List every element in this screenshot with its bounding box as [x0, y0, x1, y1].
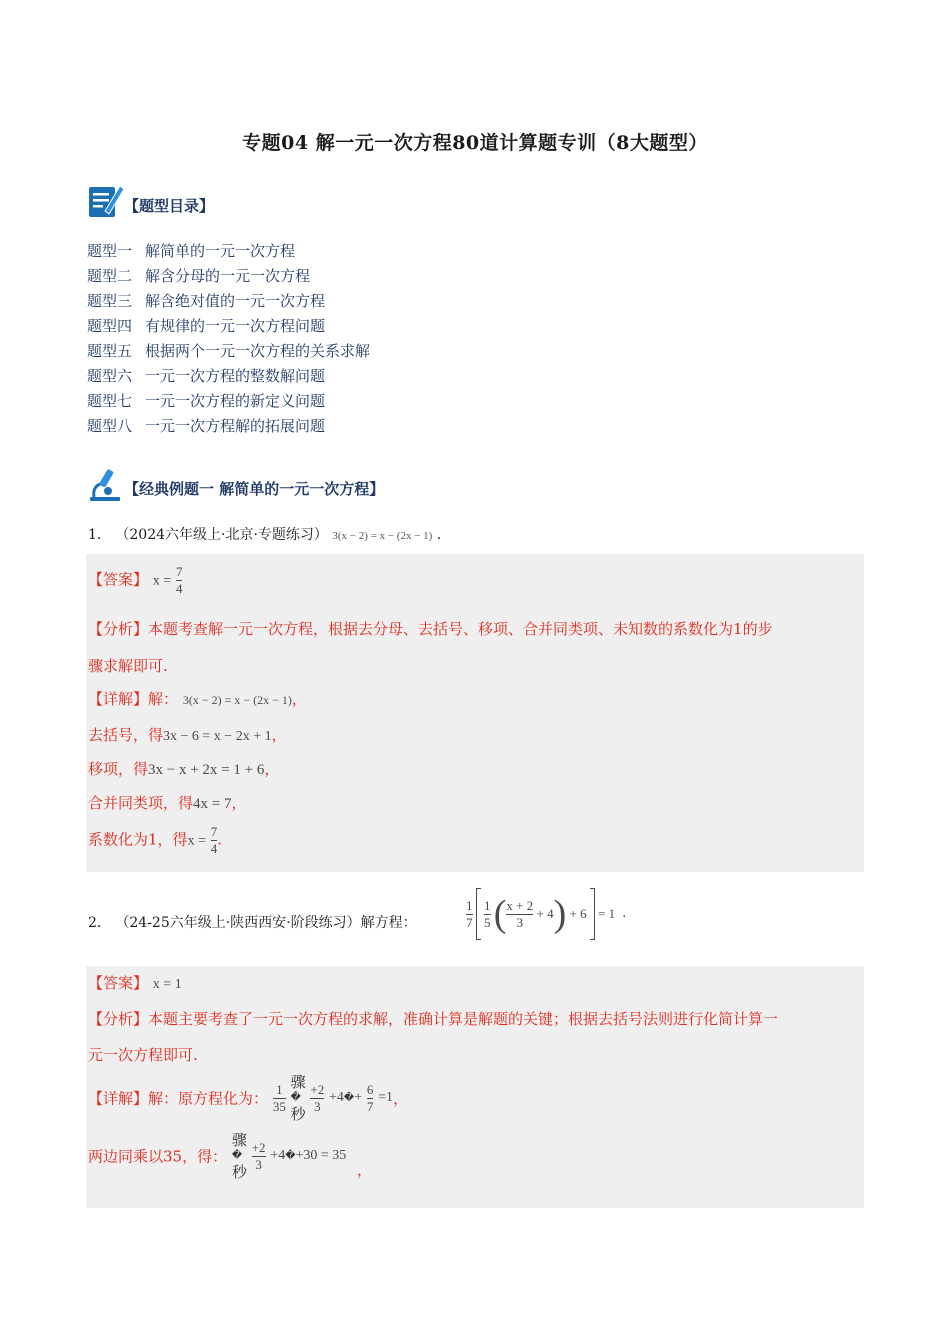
punct: ，	[264, 760, 280, 778]
question-number: 2．	[88, 915, 111, 931]
detail-label: 【详解】	[88, 1089, 149, 1108]
toc-item-num: 题型七	[87, 392, 133, 410]
question-2-equation: $\frac{1}{7}$ $\frac{1}{5}$ ( $\frac{x + 2}{3}$ + 4) + 6 = 1 .	[466, 888, 626, 940]
step-text: 去括号，得	[88, 726, 164, 744]
punct: ，	[231, 794, 247, 812]
fraction-numerator: x + 2	[506, 897, 534, 913]
answer-label: 【答案】	[88, 974, 149, 992]
garbled-bracket	[232, 1132, 247, 1180]
fraction-denominator: 3	[255, 1156, 262, 1172]
punct: .	[217, 830, 223, 849]
toc-item-num: 题型六	[87, 367, 133, 385]
toc-item-num: 题型五	[87, 342, 133, 360]
analysis-line	[88, 618, 773, 639]
microscope-icon	[86, 465, 124, 503]
step-text: 移项，得	[88, 760, 149, 778]
step-text: 合并同类项，得	[88, 794, 194, 812]
fraction-denominator: 7	[466, 914, 473, 930]
toc-item-label: 解含绝对值的一元一次方程	[145, 292, 326, 310]
mid-fraction	[484, 898, 491, 931]
toc-list	[87, 239, 370, 439]
eq-term: +	[354, 1090, 363, 1105]
page-title: 专题04 解一元一次方程80道计算题专训（8大题型）	[242, 132, 708, 154]
toc-item-label: 一元一次方程的整数解问题	[145, 367, 326, 385]
toc-item[interactable]	[87, 264, 370, 289]
step-row	[88, 792, 247, 813]
outer-fraction	[466, 898, 473, 931]
answer-row	[88, 972, 182, 993]
step-equation: 4x = 7	[193, 796, 232, 812]
fraction-denominator: 35	[272, 1098, 286, 1114]
fraction-numerator: 1	[466, 897, 473, 913]
step-text: 系数化为1，得	[88, 830, 188, 849]
question-end: .	[436, 527, 442, 543]
step-lhs: x =	[187, 833, 206, 849]
detail-text: 解：原方程化为：	[148, 1089, 269, 1108]
garbled-glyph: 秒	[231, 1163, 247, 1181]
toc-item[interactable]	[87, 389, 370, 414]
toc-heading: 【题型目录】	[124, 197, 215, 215]
toc-item-num: 题型四	[87, 317, 133, 335]
fraction-denominator: 7	[366, 1098, 374, 1114]
toc-item[interactable]	[87, 414, 370, 439]
eq-rhs: =1	[378, 1090, 394, 1105]
question-source: （2024六年级上·北京·专题练习）	[115, 527, 328, 543]
detail-label: 【详解】	[88, 690, 149, 708]
detail-fraction	[367, 1082, 374, 1115]
question-2	[88, 912, 417, 932]
fraction-denominator: 4	[210, 841, 218, 856]
step-row	[88, 758, 279, 779]
solution-panel	[86, 554, 864, 872]
question-number: 1．	[88, 527, 111, 543]
fraction-numerator: +2	[251, 1139, 266, 1155]
toc-item-label: 一元一次方程解的拓展问题	[145, 417, 326, 435]
garbled-glyph: �	[290, 1092, 301, 1103]
inner-fraction	[506, 898, 533, 931]
edit-document-icon	[87, 181, 125, 219]
toc-item[interactable]	[87, 239, 370, 264]
toc-item-label: 解含分母的一元一次方程	[145, 267, 311, 285]
garbled-glyph: �	[343, 1092, 355, 1104]
punct: ，	[393, 1089, 409, 1108]
toc-item-label: 根据两个一元一次方程的关系求解	[145, 342, 371, 360]
step-row	[88, 724, 287, 745]
fraction-denominator: 3	[516, 914, 524, 930]
fraction-numerator: 7	[210, 824, 218, 839]
step-row	[88, 824, 222, 857]
garbled-glyph: 秒	[290, 1105, 306, 1123]
fraction-numerator: 7	[175, 564, 183, 579]
fraction-numerator: +2	[310, 1081, 325, 1097]
punct: ，	[271, 726, 287, 744]
question-end: .	[622, 906, 626, 921]
analysis-line-2: 骤求解即可.	[88, 657, 168, 675]
fraction-numerator: 1	[276, 1081, 283, 1097]
question-source: （24-25六年级上·陕西西安·阶段练习）解方程：	[115, 915, 417, 931]
toc-item[interactable]	[87, 364, 370, 389]
detail-row	[88, 1074, 408, 1122]
answer-fraction	[176, 564, 183, 597]
garbled-glyph: �	[285, 1150, 296, 1162]
toc-item-label: 一元一次方程的新定义问题	[145, 392, 326, 410]
detail-equation: 3(x − 2) = x − (2x − 1)	[182, 693, 292, 707]
answer-label: 【答案】	[88, 570, 149, 589]
analysis-text: 本题考查解一元一次方程，根据去分母、去括号、移项、合并同类项、未知数的系数化为1的步	[148, 620, 773, 638]
toc-item-label: 有规律的一元一次方程问题	[145, 317, 326, 335]
toc-item-num: 题型三	[87, 292, 133, 310]
step-row	[88, 1132, 372, 1180]
answer-value: x = 1	[152, 977, 182, 992]
fraction-numerator: 6	[366, 1081, 374, 1097]
garbled-glyph: �	[231, 1150, 243, 1161]
detail-row	[88, 688, 307, 709]
fraction-denominator: 3	[314, 1098, 321, 1114]
analysis-line	[88, 1008, 778, 1029]
toc-item-num: 题型二	[87, 267, 133, 285]
punct: ，	[291, 690, 307, 708]
toc-item-label: 解简单的一元一次方程	[145, 242, 296, 260]
eq-term: +30 = 35	[295, 1148, 347, 1163]
garbled-glyph: 骤	[231, 1131, 247, 1149]
question-1	[88, 524, 441, 544]
step-text: 两边同乘以35，得：	[88, 1147, 228, 1166]
solution-panel	[86, 966, 864, 1208]
fraction-denominator: 4	[175, 581, 183, 596]
garbled-glyph: 骤	[290, 1073, 306, 1091]
detail-inner-fraction	[310, 1082, 324, 1115]
answer-row	[88, 564, 182, 597]
section-heading: 【经典例题一 解简单的一元一次方程】	[124, 480, 385, 498]
punct: ，	[357, 1161, 373, 1179]
eq-term: + 4	[536, 906, 554, 921]
question-equation: 3(x − 2) = x − (2x − 1)	[332, 530, 433, 542]
toc-item[interactable]	[87, 339, 370, 364]
step-equation: 3x − 6 = x − 2x + 1	[163, 729, 272, 744]
analysis-label: 【分析】	[88, 1010, 149, 1028]
detail-prefix: 解：	[148, 690, 179, 708]
toc-item-num: 题型八	[87, 417, 133, 435]
eq-term: +4	[329, 1090, 344, 1105]
garbled-bracket	[291, 1074, 306, 1122]
step-inner-fraction	[252, 1140, 266, 1173]
toc-item[interactable]	[87, 314, 370, 339]
eq-term: + 6	[569, 906, 587, 921]
analysis-line-2: 元一次方程即可.	[88, 1046, 198, 1064]
fraction-denominator: 5	[484, 914, 491, 930]
eq-rhs: = 1	[598, 906, 616, 921]
toc-item[interactable]	[87, 289, 370, 314]
step-equation: 3x − x + 2x = 1 + 6	[148, 762, 265, 778]
fraction-numerator: 1	[484, 897, 491, 913]
answer-lhs: x =	[152, 573, 172, 589]
eq-term: +4	[270, 1148, 286, 1163]
analysis-text: 本题主要考查了一元一次方程的求解，准确计算是解题的关键；根据去括号法则进行化简计算一	[148, 1010, 779, 1028]
analysis-label: 【分析】	[88, 620, 149, 638]
detail-fraction	[273, 1082, 286, 1115]
toc-item-num: 题型一	[87, 242, 133, 260]
